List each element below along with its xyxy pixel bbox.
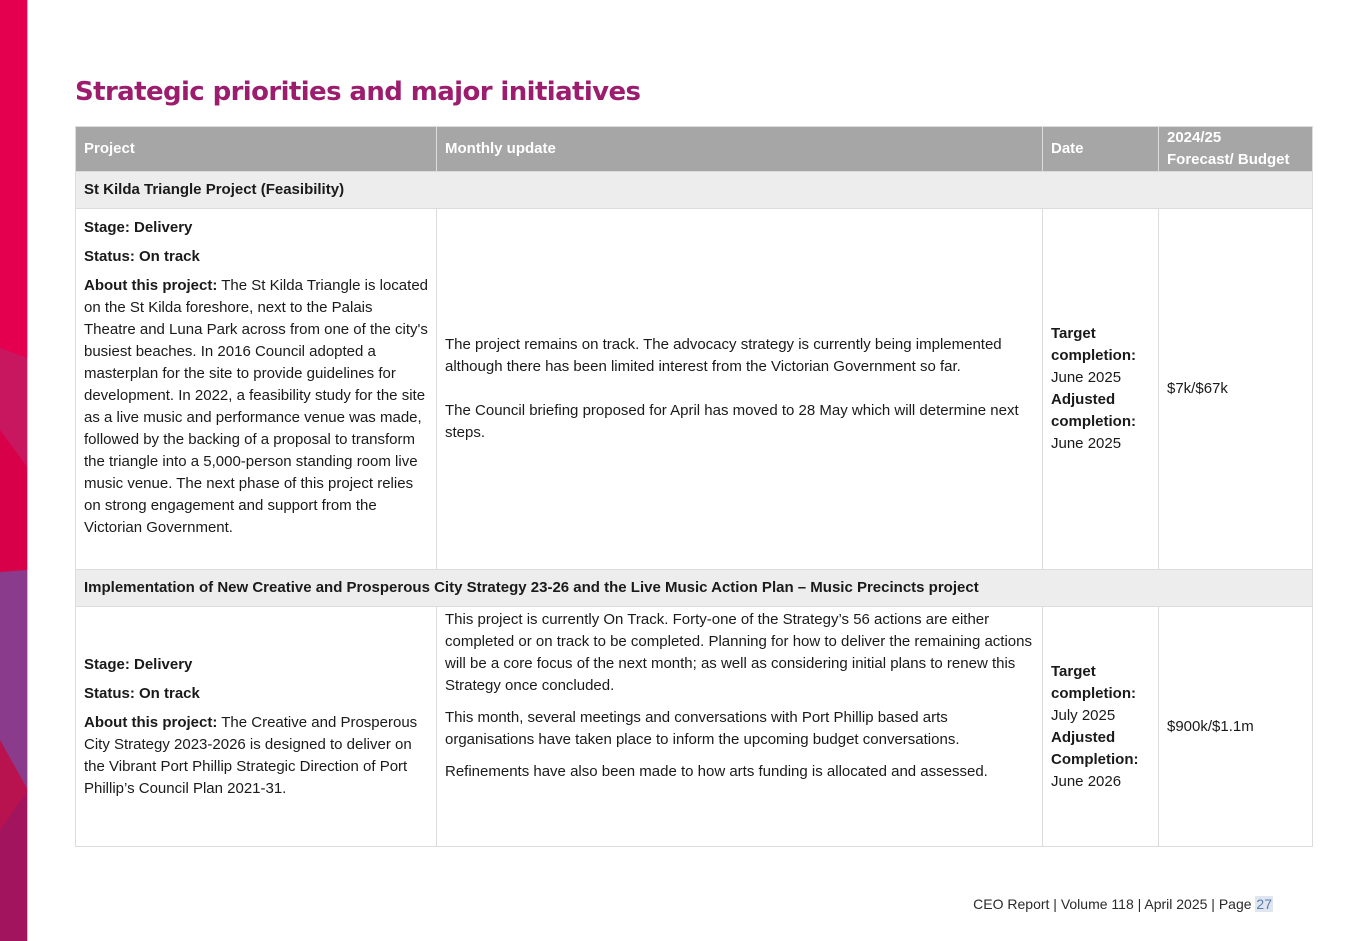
- header-budget-label: Forecast/ Budget: [1167, 151, 1290, 168]
- adjusted-completion-label: Adjusted Completion:: [1051, 728, 1139, 768]
- band-edge: [27, 0, 28, 941]
- section-title: Implementation of New Creative and Prosperous City Strategy 23-26 and the Live Music Action Plan – Music Precincts project: [76, 570, 1313, 607]
- section-title: St Kilda Triangle Project (Feasibility): [76, 172, 1313, 209]
- about-project: [84, 275, 428, 539]
- monthly-update-cell: [437, 607, 1043, 847]
- status-label: Status: On track: [84, 684, 200, 702]
- header-date: Date: [1043, 127, 1159, 172]
- header-budget-year: 2024/25: [1167, 129, 1222, 146]
- adjusted-completion-label: Adjusted completion:: [1051, 391, 1136, 430]
- about-label: About this project:: [84, 277, 218, 294]
- project-cell: [76, 209, 437, 570]
- decorative-side-band: [0, 0, 28, 941]
- about-project: [84, 712, 428, 800]
- project-cell: [76, 607, 437, 847]
- header-project: Project: [76, 127, 437, 172]
- budget-cell: $900k/$1.1m: [1159, 607, 1313, 847]
- initiatives-table: [75, 126, 1313, 847]
- monthly-update-cell: [437, 209, 1043, 570]
- footer-text: CEO Report | Volume 118 | April 2025 | Page: [973, 896, 1256, 912]
- update-paragraph: This project is currently On Track. Forty-one of the Strategy’s 56 actions are either completed or on track to be completed. Planning for how to deliver the remaining actions will be a core focus of the next month; as well as considering initial plans to renew this Strategy once concluded.: [445, 611, 1032, 694]
- table-header-row: [76, 127, 1313, 172]
- budget-cell: $7k/$67k: [1159, 209, 1313, 570]
- page-footer: [973, 896, 1273, 912]
- about-label: About this project:: [84, 713, 218, 731]
- page-number: 27: [1256, 896, 1272, 912]
- about-text: The St Kilda Triangle is located on the St Kilda foreshore, next to the Palais Theatre and Luna Park across from one of the city's busiest beaches. In 2016 Council adopted a masterplan for the site to provide guidelines for development. In 2022, a feasibility study for the site as a live music and performance venue was made, followed by the backing of a proposal to transform the triangle into a 5,000-person standing room live music venue. The next phase of this project relies on strong engagement and support from the Victorian Government.: [84, 277, 429, 536]
- page-title: Strategic priorities and major initiatives: [75, 77, 641, 107]
- header-monthly-update: Monthly update: [437, 127, 1043, 172]
- target-completion-label: Target completion:: [1051, 325, 1136, 364]
- update-paragraph: This month, several meetings and conversations with Port Phillip based arts organisations have taken place to inform the upcoming budget conversations.: [445, 709, 960, 748]
- adjusted-completion-value: June 2026: [1051, 772, 1122, 790]
- header-forecast-budget: [1159, 127, 1313, 172]
- about-text: The Creative and Prosperous City Strategy 2023-2026 is designed to deliver on the Vibrant Port Phillip Strategic Direction of Port Phillip’s Council Plan 2021-31.: [84, 713, 418, 797]
- table-row: [76, 607, 1313, 847]
- update-paragraph: Refinements have also been made to how arts funding is allocated and assessed.: [445, 763, 988, 780]
- stage-label: Stage: Delivery: [84, 655, 193, 673]
- stage-label: Stage: Delivery: [84, 219, 193, 236]
- adjusted-completion-value: June 2025: [1051, 435, 1122, 452]
- target-completion-label: Target completion:: [1051, 662, 1136, 702]
- update-paragraph: The project remains on track. The advocacy strategy is currently being implemented although there has been limited interest from the Victorian Government so far.: [445, 336, 1002, 375]
- update-paragraph: The Council briefing proposed for April has moved to 28 May which will determine next steps.: [445, 402, 1019, 441]
- section-row: [76, 172, 1313, 209]
- date-cell: [1043, 607, 1159, 847]
- target-completion-value: June 2025: [1051, 369, 1122, 386]
- date-cell: [1043, 209, 1159, 570]
- section-row: [76, 570, 1313, 607]
- table-row: [76, 209, 1313, 570]
- status-label: Status: On track: [84, 248, 200, 265]
- target-completion-value: July 2025: [1051, 706, 1116, 724]
